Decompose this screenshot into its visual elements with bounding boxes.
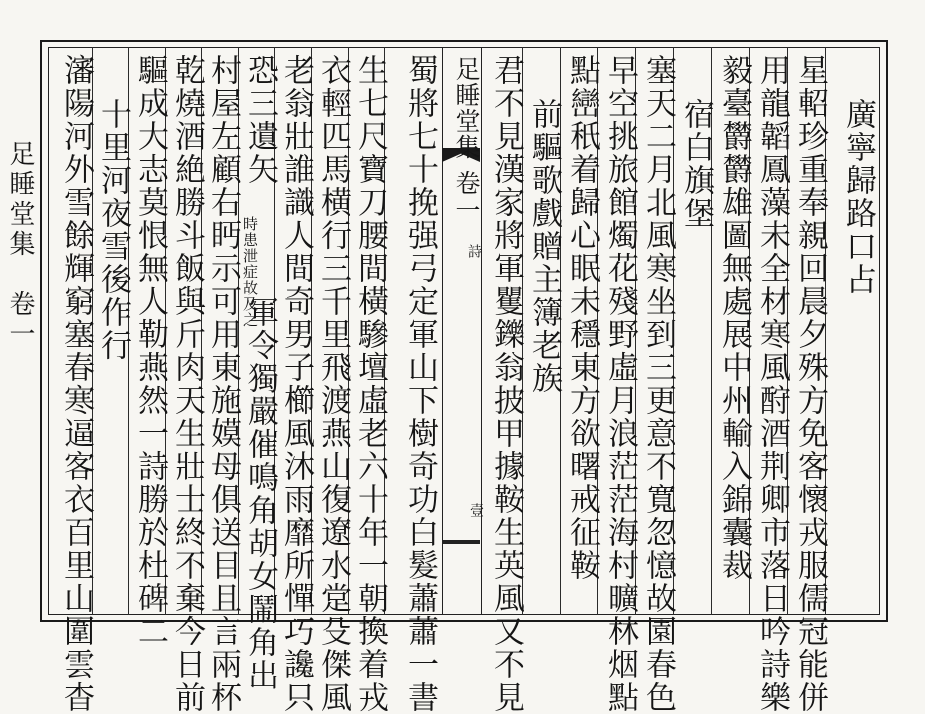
- poem-line: 村屋左顧右眄示可用東施嫫母俱送目且言兩杯: [205, 54, 241, 714]
- poem-title: 宿白旗堡: [678, 98, 714, 230]
- poem-line: 瀋陽河外雪餘輝窮塞春寒逼客衣百里山圍雲杳: [58, 54, 94, 714]
- interlinear-note: 時患泄症故及之: [241, 216, 259, 328]
- center-volume: 卷一: [452, 170, 481, 224]
- poem-line: 毅臺欝欝雄圖無處展中州輸入錦囊裁: [716, 54, 752, 582]
- center-page-number: 壹: [468, 503, 484, 519]
- poem-line: 生七尺寶刀腰間橫驂壇虛老六十年一朝換着戎: [352, 54, 388, 714]
- center-section: 詩: [466, 244, 482, 260]
- poem-title: 前驅歌戲贈主簿老族: [526, 98, 562, 395]
- poem-line: 老翁壯誰識人間奇男子櫛風沐雨靡所憚巧讒只: [278, 54, 314, 714]
- poem-line: 恐三遺矢: [242, 54, 278, 186]
- poem-title: 廣寧歸路口占: [840, 98, 876, 296]
- poem-line: 君不見漢家將軍矍鑠翁披甲據鞍生英風又不見: [488, 54, 524, 714]
- margin-title: 足睡堂集 卷一: [5, 140, 35, 350]
- poem-line: 驅成大志莫恨無人勒燕然一詩勝於杜碑二: [132, 54, 168, 648]
- poem-line: 用龍韜鳳藻未全材寒風酧酒荆卿市落日吟詩樂: [754, 54, 790, 714]
- poem-line: 軍令獨嚴催鳴角胡女鬧角出: [242, 296, 278, 692]
- poem-line: 早空挑旅館燭花殘野虛月浪茫茫海村曠林烟點: [602, 54, 638, 714]
- fish-tail-mark-bottom: [442, 540, 480, 544]
- poem-line: 衣輕匹馬横行三千里飛渡燕山復遼水䟫殳傑風: [315, 54, 351, 714]
- poem-line: 乾燒酒絶勝斗飯與斤肉天生壯士終不棄今日前: [169, 54, 205, 714]
- poem-title: 十里河夜雪後作行: [95, 98, 131, 362]
- poem-line: 星軺珍重奉親回晨夕殊方免客懷戎服儒冠能併: [792, 54, 828, 714]
- poem-line: 點巒秖着歸心眠未穩東方欲曙戒征鞍: [564, 54, 600, 582]
- center-book-title: 足睡堂集: [452, 56, 481, 160]
- poem-line: 蜀將七十挽强弓定軍山下樹奇功白髮蕭蕭一書: [402, 54, 438, 714]
- poem-line: 塞天二月北風寒坐到三更意不寬忽憶故園春色: [640, 54, 676, 714]
